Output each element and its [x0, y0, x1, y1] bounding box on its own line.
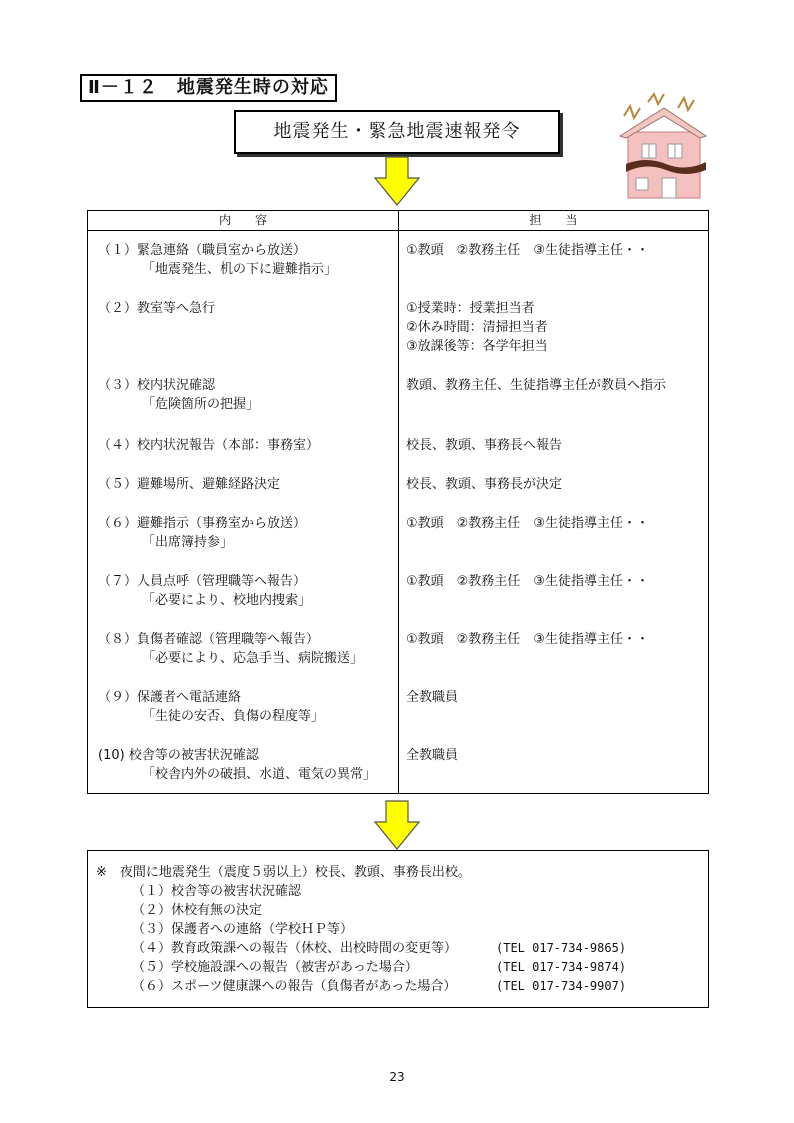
- row-note: 「必要により、校地内捜索」: [142, 593, 312, 608]
- row-note: 「必要により、応急手当、病院搬送」: [142, 651, 364, 666]
- note-item-text: （３）保護者への連絡（学校ＨＰ等）: [132, 922, 354, 937]
- response-table: [87, 210, 709, 794]
- row-responsible: ③放課後等：各学年担当: [406, 339, 548, 354]
- row-title: （５）避難場所、避難経路決定: [98, 477, 281, 492]
- row-responsible: 全教職員: [406, 748, 459, 763]
- note-item: [132, 977, 627, 996]
- table-header: [88, 211, 708, 231]
- row-title: （７）人員点呼（管理職等へ報告）: [98, 574, 307, 589]
- row-title: （６）避難指示（事務室から放送）: [98, 516, 307, 531]
- row-responsible: ②休み時間：清掃担当者: [406, 320, 548, 335]
- note-item: [132, 901, 262, 920]
- note-item-text: （５）学校施設課への報告（被害があった場合）: [132, 960, 418, 975]
- down-arrow-icon: [374, 156, 420, 206]
- page-number: 23: [389, 1070, 405, 1084]
- row-note: 「地震発生、机の下に避難指示」: [142, 262, 338, 277]
- row-title: （９）保護者へ電話連絡: [98, 690, 242, 705]
- row-title: （１）緊急連絡（職員室から放送）: [98, 243, 307, 258]
- row-title: （２）教室等へ急行: [98, 301, 216, 316]
- note-item-tel: (TEL 017-734-9907): [496, 979, 627, 993]
- note-intro: ※ 夜間に地震発生（震度５弱以上）校長、教頭、事務長出校。: [96, 865, 471, 880]
- note-item-tel: (TEL 017-734-9874): [496, 960, 627, 974]
- row-note: 「出席簿持参」: [142, 535, 234, 550]
- header-content: 内 容: [218, 213, 267, 227]
- row-responsible: 全教職員: [406, 690, 459, 705]
- note-item: [132, 958, 627, 977]
- note-item-text: （２）休校有無の決定: [132, 903, 263, 918]
- row-responsible: ①教頭 ②教務主任 ③生徒指導主任・・: [406, 243, 649, 258]
- row-responsible: ①教頭 ②教務主任 ③生徒指導主任・・: [406, 632, 649, 647]
- row-responsible: ①教頭 ②教務主任 ③生徒指導主任・・: [406, 574, 649, 589]
- note-item: [132, 920, 353, 939]
- note-item-text: （４）教育政策課への報告（休校、出校時間の変更等）: [132, 941, 458, 956]
- night-earthquake-note: [87, 850, 709, 1008]
- row-title: (10) 校舎等の被害状況確認: [98, 748, 259, 763]
- event-title-box: 地震発生・緊急地震速報発令: [234, 110, 560, 154]
- row-responsible: 校長、教頭、事務長が決定: [406, 477, 563, 492]
- note-item-text: （１）校舎等の被害状況確認: [132, 884, 302, 899]
- note-item: [132, 882, 301, 901]
- down-arrow-icon: [374, 800, 420, 850]
- column-divider: [398, 211, 399, 793]
- row-note: 「危険箇所の把握」: [142, 397, 260, 412]
- note-item-tel: (TEL 017-734-9865): [496, 941, 627, 955]
- row-responsible: 校長、教頭、事務長へ報告: [406, 438, 563, 453]
- row-note: 「校舎内外の破損、水道、電気の異常」: [142, 767, 377, 782]
- row-title: （８）負傷者確認（管理職等へ報告）: [98, 632, 320, 647]
- row-responsible: ①教頭 ②教務主任 ③生徒指導主任・・: [406, 516, 649, 531]
- row-title: （４）校内状況報告（本部：事務室）: [98, 438, 320, 453]
- row-responsible: ①授業時：授業担当者: [406, 301, 535, 316]
- row-responsible: 教頭、教務主任、生徒指導主任が教員へ指示: [406, 378, 667, 393]
- shaking-house-illustration: [616, 92, 708, 202]
- row-title: （３）校内状況確認: [98, 378, 216, 393]
- section-title: Ⅱ－１２ 地震発生時の対応: [80, 74, 337, 102]
- row-note: 「生徒の安否、負傷の程度等」: [142, 709, 325, 724]
- note-item: [132, 939, 627, 958]
- note-item-text: （６）スポーツ健康課への報告（負傷者があった場合）: [132, 979, 457, 994]
- header-responsible: 担 当: [529, 213, 578, 227]
